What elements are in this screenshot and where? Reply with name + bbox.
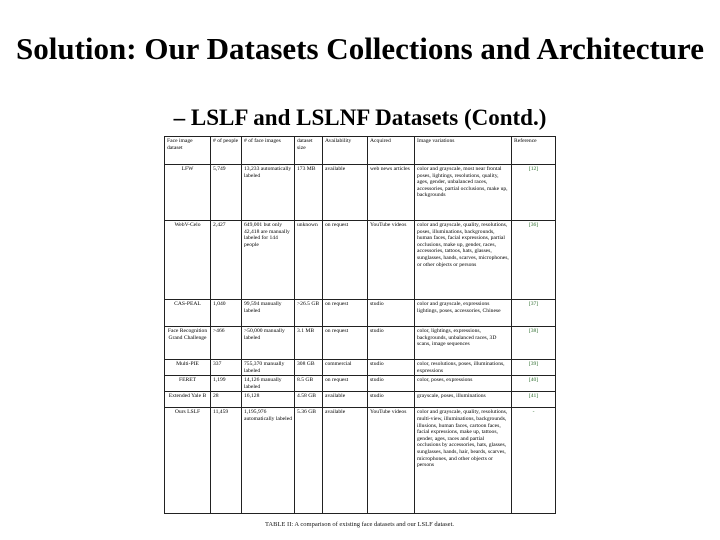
cell-images: 1,195,976 automatically labeled xyxy=(242,408,295,514)
header-num-people: # of people xyxy=(211,137,242,165)
cell-reference: - xyxy=(512,408,556,514)
cell-acquired: YouTube videos xyxy=(368,408,415,514)
cell-reference-link[interactable]: [12] xyxy=(512,165,556,221)
cell-acquired: studio xyxy=(368,360,415,376)
cell-dataset: Multi-PIE xyxy=(165,360,211,376)
cell-size: 3.1 MB xyxy=(295,327,323,360)
cell-acquired: studio xyxy=(368,392,415,408)
cell-images: 14,126 manually labeled xyxy=(242,376,295,392)
cell-acquired: studio xyxy=(368,327,415,360)
table-row xyxy=(165,408,556,514)
cell-acquired: web news articles xyxy=(368,165,415,221)
cell-images: 16,128 xyxy=(242,392,295,408)
cell-reference-link[interactable]: [41] xyxy=(512,392,556,408)
cell-dataset: Extended Yale B xyxy=(165,392,211,408)
cell-variations: color and grayscale, expressions lightings, poses, accessories, Chinese xyxy=(415,300,512,327)
dataset-comparison-table xyxy=(164,136,556,514)
cell-reference-link[interactable]: [36] xyxy=(512,221,556,300)
cell-acquired: studio xyxy=(368,376,415,392)
cell-availability: available xyxy=(323,165,368,221)
table-caption: TABLE II: A comparison of existing face datasets and our LSLF dataset. xyxy=(264,521,455,528)
cell-variations: color, resolutions, poses, illuminations, expressions xyxy=(415,360,512,376)
table-row xyxy=(165,221,556,300)
cell-dataset: WebV-Celo xyxy=(165,221,211,300)
cell-images: >50,000 manually labeled xyxy=(242,327,295,360)
cell-people: >466 xyxy=(211,327,242,360)
cell-people: 5,749 xyxy=(211,165,242,221)
cell-variations: color, poses, expressions xyxy=(415,376,512,392)
cell-availability: commercial xyxy=(323,360,368,376)
cell-variations: color and grayscale, quality, resolutions, multi-view, illuminations, backgrounds, illusions, human faces, cartoon faces, facial expressions, make up, tattoos, gender, ages, races and partial occlusions by accessories, hats, glasses, sunglasses, hands, hair, beards, scarves, microphones, and other objects or persons xyxy=(415,408,512,514)
header-availability: Availability xyxy=(323,137,368,165)
cell-people: 2,427 xyxy=(211,221,242,300)
cell-images: 99,594 manually labeled xyxy=(242,300,295,327)
table-row xyxy=(165,376,556,392)
cell-size: 173 MB xyxy=(295,165,323,221)
cell-dataset: FERET xyxy=(165,376,211,392)
cell-dataset: LFW xyxy=(165,165,211,221)
cell-people: 1,040 xyxy=(211,300,242,327)
cell-availability: on request xyxy=(323,376,368,392)
slide-subtitle: – LSLF and LSLNF Datasets (Contd.) xyxy=(173,105,547,130)
cell-availability: on request xyxy=(323,300,368,327)
cell-images: 649,001 but only 42,418 are manually labeled for 144 people xyxy=(242,221,295,300)
cell-dataset: CAS-PEAL xyxy=(165,300,211,327)
cell-dataset: Face Recognition Grand Challenge xyxy=(165,327,211,360)
cell-availability: on request xyxy=(323,221,368,300)
cell-people: 28 xyxy=(211,392,242,408)
cell-people: 1,199 xyxy=(211,376,242,392)
header-reference: Reference xyxy=(512,137,556,165)
cell-size: 8.5 GB xyxy=(295,376,323,392)
cell-availability: on request xyxy=(323,327,368,360)
cell-variations: grayscale, poses, illuminations xyxy=(415,392,512,408)
cell-variations: color, lightings, expressions, backgrounds, unbalanced races, 3D scans, image sequences xyxy=(415,327,512,360)
cell-acquired: studio xyxy=(368,300,415,327)
cell-availability: available xyxy=(323,408,368,514)
table-row xyxy=(165,327,556,360)
table-row xyxy=(165,392,556,408)
table-row xyxy=(165,300,556,327)
cell-availability: available xyxy=(323,392,368,408)
table-header-row xyxy=(165,137,556,165)
cell-reference-link[interactable]: [37] xyxy=(512,300,556,327)
cell-images: 13,233 automatically labeled xyxy=(242,165,295,221)
cell-variations: color and grayscale, quality, resolutions, poses, illuminations, backgrounds, human faces, facial expressions, partial occlusions, make up, gender, races, accessories, tattoos, hats, glasses, sunglasses, hands, scarves, microphones, or other objects or persons xyxy=(415,221,512,300)
cell-acquired: YouTube videos xyxy=(368,221,415,300)
table-row xyxy=(165,360,556,376)
cell-reference-link[interactable]: [39] xyxy=(512,360,556,376)
cell-reference-link[interactable]: [38] xyxy=(512,327,556,360)
header-acquired: Acquired xyxy=(368,137,415,165)
slide-title: Solution: Our Datasets Collections and Architecture xyxy=(15,31,705,66)
cell-size: 5.36 GB xyxy=(295,408,323,514)
header-dataset-size: dataset size xyxy=(295,137,323,165)
header-image-variations: Image variations xyxy=(415,137,512,165)
cell-size: 4.58 GB xyxy=(295,392,323,408)
cell-reference-link[interactable]: [40] xyxy=(512,376,556,392)
cell-dataset: Ours LSLF xyxy=(165,408,211,514)
cell-people: 11,459 xyxy=(211,408,242,514)
header-face-image-dataset: Face image dataset xyxy=(165,137,211,165)
cell-size: >26.5 GB xyxy=(295,300,323,327)
table-row xyxy=(165,165,556,221)
cell-size: 308 GB xyxy=(295,360,323,376)
cell-variations: color and grayscale, most near frontal poses, lightings, resolutions, quality, ages, gender, unbalanced races, accessories, partial occlusions, make up, backgrounds xyxy=(415,165,512,221)
header-num-face-images: # of face images xyxy=(242,137,295,165)
dataset-comparison-table-container xyxy=(164,136,555,514)
cell-images: 755,370 manually labeled xyxy=(242,360,295,376)
cell-people: 337 xyxy=(211,360,242,376)
cell-size: unknown xyxy=(295,221,323,300)
